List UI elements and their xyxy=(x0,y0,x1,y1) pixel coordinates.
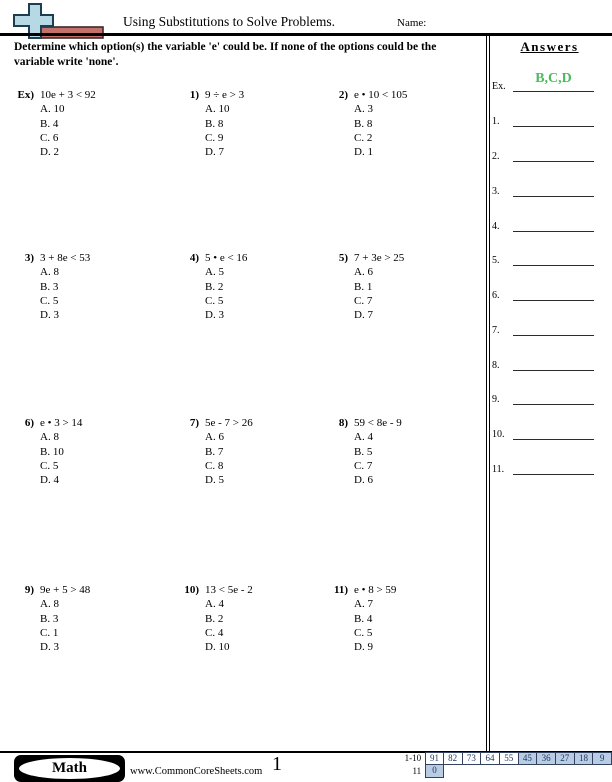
problem-option-a: A. 8 xyxy=(40,431,59,444)
score-cell: 9 xyxy=(593,752,612,765)
answer-line xyxy=(513,462,594,475)
problem-option-a: A. 4 xyxy=(205,598,224,611)
problem-option-c: C. 1 xyxy=(40,626,59,639)
problem-number: 7) xyxy=(189,417,199,429)
answer-line xyxy=(513,79,594,92)
problem-option-b: B. 5 xyxy=(354,445,373,458)
score-row-label: 11 xyxy=(412,766,422,776)
answer-blank-1 xyxy=(492,113,594,127)
example-answer-value: B,C,D xyxy=(535,71,572,86)
answer-line xyxy=(513,392,594,405)
problem-9 xyxy=(8,583,90,654)
problem-7 xyxy=(173,416,253,487)
problem-option-d: D. 7 xyxy=(354,309,373,322)
answer-line xyxy=(513,253,594,266)
score-cell: 73 xyxy=(463,752,482,765)
answer-label: 6. xyxy=(492,290,500,301)
problem-option-a: A. 8 xyxy=(40,266,59,279)
problem-option-a: A. 5 xyxy=(205,266,224,279)
problem-3 xyxy=(8,251,90,322)
website-url: www.CommonCoreSheets.com xyxy=(130,766,263,777)
problem-option-c: C. 7 xyxy=(354,459,373,472)
problem-10 xyxy=(173,583,253,654)
problem-equation: 9 ÷ e > 3 xyxy=(205,89,245,101)
problem-6 xyxy=(8,416,82,487)
problem-number: 9) xyxy=(24,584,34,596)
answer-line xyxy=(513,114,594,127)
problem-5 xyxy=(322,251,404,322)
answer-line xyxy=(513,184,594,197)
problem-option-b: B. 7 xyxy=(205,445,224,458)
math-logo-label: Math xyxy=(19,758,120,779)
page-title: Using Substitutions to Solve Problems. xyxy=(123,14,335,29)
problem-equation: 7 + 3e > 25 xyxy=(354,252,405,264)
problem-number: 10) xyxy=(184,584,199,596)
score-row-label: 1-10 xyxy=(404,753,422,763)
answer-label: 9. xyxy=(492,394,500,405)
problem-1 xyxy=(173,88,244,159)
score-cell: 82 xyxy=(444,752,463,765)
problem-equation: 5e - 7 > 26 xyxy=(205,417,253,429)
answer-label: 4. xyxy=(492,221,500,232)
problem-equation: 9e + 5 > 48 xyxy=(40,584,91,596)
answer-label: 1. xyxy=(492,116,500,127)
problem-ex xyxy=(8,88,96,159)
score-cell: 18 xyxy=(575,752,594,765)
problem-number: Ex) xyxy=(17,89,34,101)
problem-equation: 3 + 8e < 53 xyxy=(40,252,91,264)
problem-number: 4) xyxy=(189,252,199,264)
score-cell: 64 xyxy=(481,752,500,765)
problem-equation: e • 3 > 14 xyxy=(40,417,83,429)
instructions-text: Determine which option(s) the variable 'e' could be. If none of the options could be the variable write 'none'. xyxy=(14,41,437,68)
answer-blank-5 xyxy=(492,252,594,266)
problem-option-b: B. 3 xyxy=(40,612,59,625)
score-row-1 xyxy=(392,752,612,765)
answer-line xyxy=(513,219,594,232)
answer-blank-8 xyxy=(492,357,594,371)
problem-option-d: D. 1 xyxy=(354,146,373,159)
answer-line xyxy=(513,427,594,440)
score-cell: 55 xyxy=(500,752,519,765)
answers-column-divider xyxy=(486,36,490,752)
problem-option-d: D. 4 xyxy=(40,474,59,487)
problem-option-d: D. 7 xyxy=(205,146,224,159)
problem-option-c: C. 7 xyxy=(354,294,373,307)
problem-option-c: C. 5 xyxy=(205,294,224,307)
problem-option-c: C. 8 xyxy=(205,459,224,472)
problem-option-a: A. 10 xyxy=(205,103,230,116)
score-cell: 45 xyxy=(519,752,538,765)
answer-blank-11 xyxy=(492,461,594,475)
problem-option-b: B. 4 xyxy=(354,612,373,625)
answer-label: 10. xyxy=(492,429,505,440)
problem-option-a: A. 7 xyxy=(354,598,373,611)
score-cell: 0 xyxy=(425,765,444,778)
answer-label: 11. xyxy=(492,464,505,475)
problem-equation: 13 < 5e - 2 xyxy=(205,584,253,596)
problem-option-a: A. 10 xyxy=(40,103,65,116)
answers-title: Answers xyxy=(520,39,579,54)
problem-equation: 10e + 3 < 92 xyxy=(40,89,96,101)
problem-number: 5) xyxy=(338,252,348,264)
problem-option-d: D. 3 xyxy=(205,309,224,322)
score-cell: 27 xyxy=(556,752,575,765)
plus-sign-logo-icon xyxy=(8,2,108,42)
score-cell: 36 xyxy=(537,752,556,765)
problem-option-d: D. 3 xyxy=(40,641,59,654)
answer-label: 8. xyxy=(492,360,500,371)
problem-option-d: D. 3 xyxy=(40,309,59,322)
problem-option-b: B. 8 xyxy=(205,117,224,130)
answer-blank-ex xyxy=(492,78,594,92)
problem-option-b: B. 2 xyxy=(205,612,224,625)
problem-equation: 5 • e < 16 xyxy=(205,252,248,264)
problem-equation: e • 10 < 105 xyxy=(354,89,408,101)
problem-option-d: D. 10 xyxy=(205,641,230,654)
answer-line xyxy=(513,323,594,336)
problem-number: 2) xyxy=(338,89,348,101)
problem-option-a: A. 3 xyxy=(354,103,373,116)
problem-option-a: A. 8 xyxy=(40,598,59,611)
answer-blank-9 xyxy=(492,391,594,405)
name-label: Name: xyxy=(397,17,427,29)
answer-label: 5. xyxy=(492,255,500,266)
problem-option-d: D. 9 xyxy=(354,641,373,654)
answer-blank-3 xyxy=(492,183,594,197)
problem-option-b: B. 4 xyxy=(40,117,59,130)
problem-number: 8) xyxy=(338,417,348,429)
problem-4 xyxy=(173,251,247,322)
score-cell: 91 xyxy=(425,752,444,765)
answer-blank-10 xyxy=(492,426,594,440)
problem-option-d: D. 6 xyxy=(354,474,373,487)
header-divider xyxy=(0,33,612,36)
answer-line xyxy=(513,288,594,301)
problem-number: 1) xyxy=(189,89,199,101)
answer-label: 3. xyxy=(492,186,500,197)
problem-option-b: B. 8 xyxy=(354,117,373,130)
problem-option-b: B. 2 xyxy=(205,280,224,293)
problem-11 xyxy=(322,583,396,654)
problem-number: 11) xyxy=(333,584,348,596)
answer-blank-2 xyxy=(492,148,594,162)
problem-number: 6) xyxy=(24,417,34,429)
problem-option-a: A. 6 xyxy=(354,266,373,279)
problem-option-c: C. 5 xyxy=(40,459,59,472)
problem-equation: e • 8 > 59 xyxy=(354,584,397,596)
problem-option-c: C. 5 xyxy=(40,294,59,307)
problem-option-c: C. 2 xyxy=(354,131,373,144)
problem-8 xyxy=(322,416,402,487)
score-row-2 xyxy=(392,765,612,778)
problem-option-b: B. 1 xyxy=(354,280,373,293)
score-table xyxy=(392,752,612,778)
problem-option-c: C. 4 xyxy=(205,626,224,639)
answer-blank-4 xyxy=(492,218,594,232)
problem-option-a: A. 4 xyxy=(354,431,373,444)
answer-label: 7. xyxy=(492,325,500,336)
problem-option-c: C. 5 xyxy=(354,626,373,639)
math-logo xyxy=(14,755,125,782)
problem-number: 3) xyxy=(24,252,34,264)
problem-equation: 59 < 8e - 9 xyxy=(354,417,402,429)
problem-option-b: B. 3 xyxy=(40,280,59,293)
answer-blank-6 xyxy=(492,287,594,301)
problem-2 xyxy=(322,88,407,159)
answer-line xyxy=(513,358,594,371)
problem-option-c: C. 6 xyxy=(40,131,59,144)
problem-option-d: D. 2 xyxy=(40,146,59,159)
answer-label: Ex. xyxy=(492,81,506,92)
answer-line xyxy=(513,149,594,162)
problem-option-a: A. 6 xyxy=(205,431,224,444)
answer-blank-7 xyxy=(492,322,594,336)
page-number: 1 xyxy=(272,753,282,775)
problem-option-b: B. 10 xyxy=(40,445,64,458)
problem-option-d: D. 5 xyxy=(205,474,224,487)
answer-label: 2. xyxy=(492,151,500,162)
problem-option-c: C. 9 xyxy=(205,131,224,144)
